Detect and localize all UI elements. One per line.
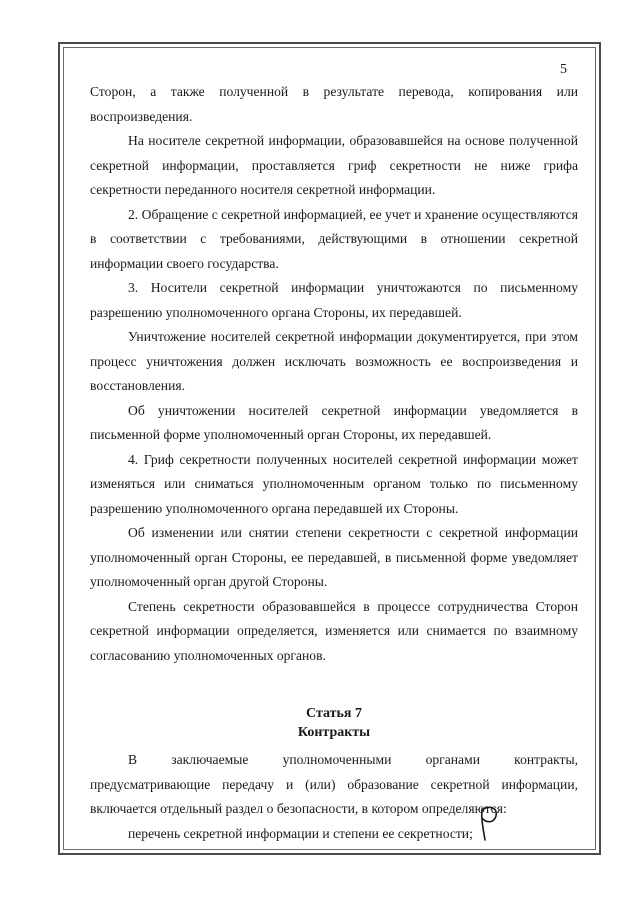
article-heading — [90, 704, 578, 742]
paragraph: Об уничтожении носителей секретной информации уведомляется в письменной форме уполномоченный орган Стороны, их передавшей. — [90, 402, 578, 442]
article-number: Статья 7 — [306, 706, 362, 721]
document-body — [90, 80, 578, 846]
paragraph: Сторон, а также полученной в результате перевода, копирования или воспроизведения. — [90, 84, 578, 124]
page-number: 5 — [560, 62, 567, 77]
initials-signature — [476, 804, 502, 844]
paragraph: На носителе секретной информации, образовавшейся на основе полученной секретной информации, проставляется гриф секретности не ниже грифа секретности переданного носителя секретной информации. — [90, 133, 578, 197]
paragraph: перечень секретной информации и степени ее секретности; — [128, 825, 473, 841]
paragraph: Уничтожение носителей секретной информации документируется, при этом процесс уничтожения должен исключать возможность ее воспроизведения и восстановления. — [90, 329, 578, 393]
paragraph: В заключаемые уполномоченными органами контракты, предусматривающие передачу и (или) образование секретной информации, включается отдельный раздел о безопасности, в котором определяются: — [90, 752, 578, 816]
paragraph: 2. Обращение с секретной информацией, ее учет и хранение осуществляются в соответствии с требованиями, действующими в отношении секретной информации своего государства. — [90, 206, 578, 271]
paragraph: Степень секретности образовавшейся в процессе сотрудничества Сторон секретной информации определяется, изменяется или снимается по взаимному согласованию уполномоченных органов. — [90, 598, 578, 663]
paragraph: 4. Гриф секретности полученных носителей секретной информации может изменяться или сниматься уполномоченным органом только по письменному разрешению уполномоченного органа передавшей их Стороны. — [90, 451, 578, 516]
article-title: Контракты — [297, 725, 371, 740]
paragraph: Об изменении или снятии степени секретности с секретной информации уполномоченный орган Стороны, ее передавшей, в письменной форме уведомляет уполномоченный орган другой Стороны. — [90, 525, 578, 589]
paragraph: 3. Носители секретной информации уничтожаются по письменному разрешению уполномоченного органа Стороны, их передавшей. — [90, 280, 578, 320]
